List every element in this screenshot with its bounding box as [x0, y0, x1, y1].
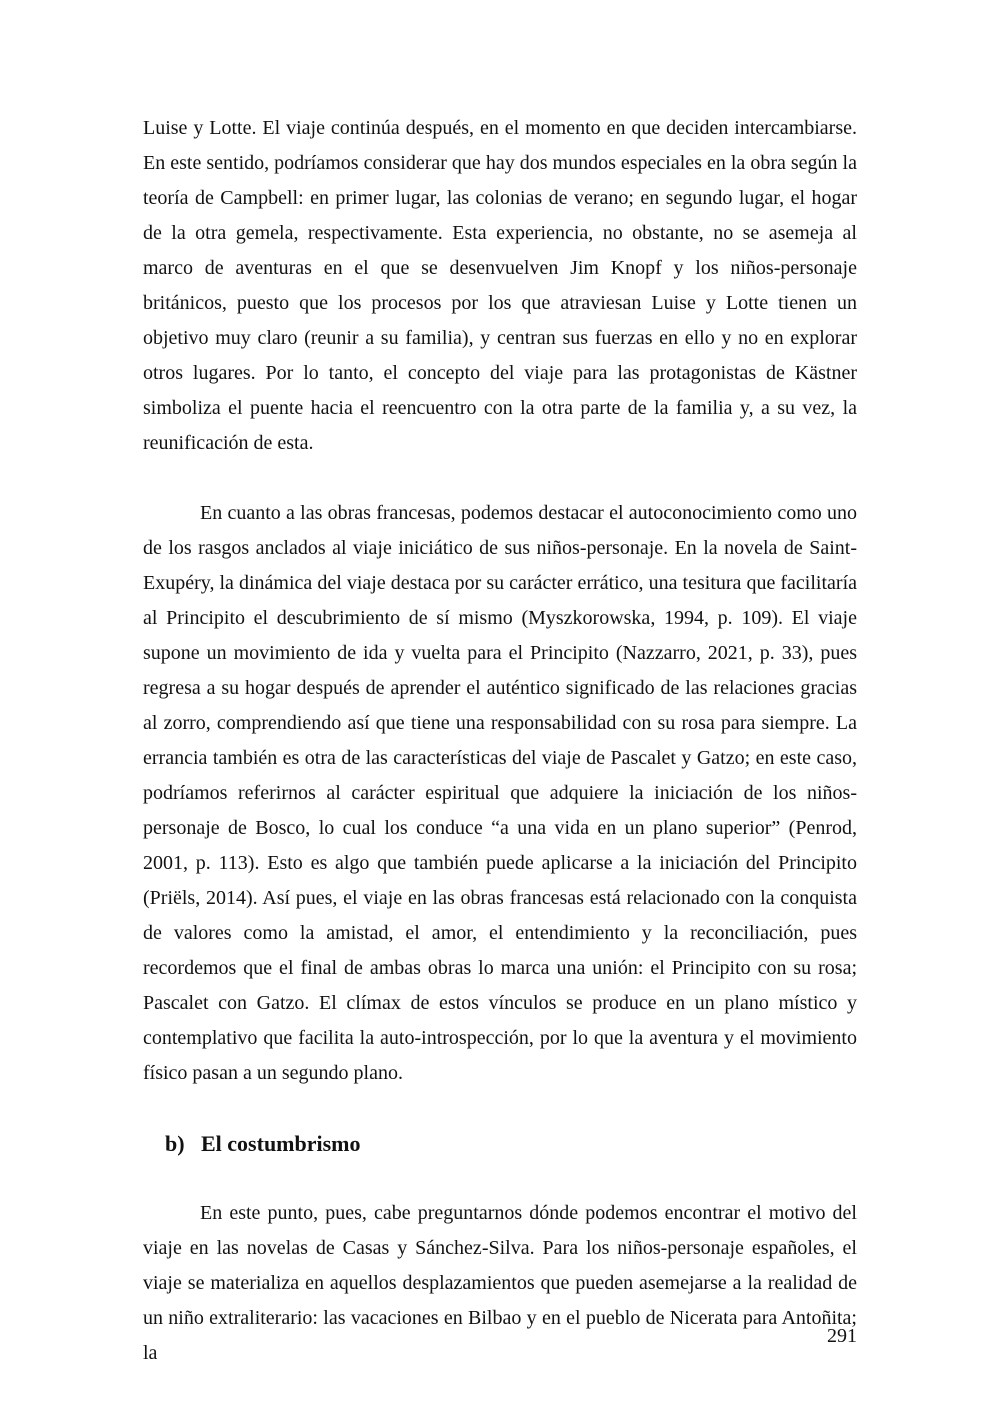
section-heading-marker: b): [165, 1131, 185, 1156]
section-heading-title: El costumbrismo: [201, 1131, 361, 1156]
page-number: 291: [827, 1325, 857, 1347]
text-block: [143, 111, 857, 1406]
paragraph-journey-kastner: Luise y Lotte. El viaje continúa después, en el momento en que deciden intercambiarse. En este sentido, podríamos considerar que hay dos mundos especiales en la obra según la teoría de Campbell: en primer lugar, las colonias de verano; en segundo lugar, el hogar de la otra gemela, respectivamente. Esta experiencia, no obstante, no se asemeja al marco de aventuras en el que se desenvuelven Jim Knopf y los niños-personaje británicos, puesto que los procesos por los que atraviesan Luise y Lotte tienen un objetivo muy claro (reunir a su familia), y centran sus fuerzas en ello y no en explorar otros lugares. Por lo tanto, el concepto del viaje para las protagonistas de Kästner simboliza el puente hacia el reencuentro con la otra parte de la familia y, a su vez, la reunificación de esta.: [143, 117, 857, 454]
section-heading: [165, 1126, 857, 1161]
paragraph-costumbrismo-intro: En este punto, pues, cabe preguntarnos dónde podemos encontrar el motivo del viaje en las novelas de Casas y Sánchez-Silva. Para los niños-personaje españoles, el viaje se materializa en aquellos desplazamientos que pueden asemejarse a la realidad de un niño extraliterario: las vacaciones en Bilbao y en el pueblo de Nicerata para Antoñita; la: [143, 1202, 857, 1364]
paragraph-french-works: En cuanto a las obras francesas, podemos destacar el autoconocimiento como uno de los rasgos anclados al viaje iniciático de sus niños-personaje. En la novela de Saint-Exupéry, la dinámica del viaje destaca por su carácter errático, una tesitura que facilitaría al Principito el descubrimiento de sí mismo (Myszkorowska, 1994, p. 109). El viaje supone un movimiento de ida y vuelta para el Principito (Nazzarro, 2021, p. 33), pues regresa a su hogar después de aprender el auténtico significado de las relaciones gracias al zorro, comprendiendo así que tiene una responsabilidad con su rosa para siempre. La errancia también es otra de las características del viaje de Pascalet y Gatzo; en este caso, podríamos referirnos al carácter espiritual que adquiere la iniciación de los niños-personaje de Bosco, lo cual los conduce “a una vida en un plano superior” (Penrod, 2001, p. 113). Esto es algo que también puede aplicarse a la iniciación del Principito (Priëls, 2014). Así pues, el viaje en las obras francesas está relacionado con la conquista de valores como la amistad, el amor, el entendimiento y la reconciliación, pues recordemos que el final de ambas obras lo marca una unión: el Principito con su rosa; Pascalet con Gatzo. El clímax de estos vínculos se produce en un plano místico y contemplativo que facilita la auto-introspección, por lo que la aventura y el movimiento físico pasan a un segundo plano.: [143, 502, 857, 1084]
